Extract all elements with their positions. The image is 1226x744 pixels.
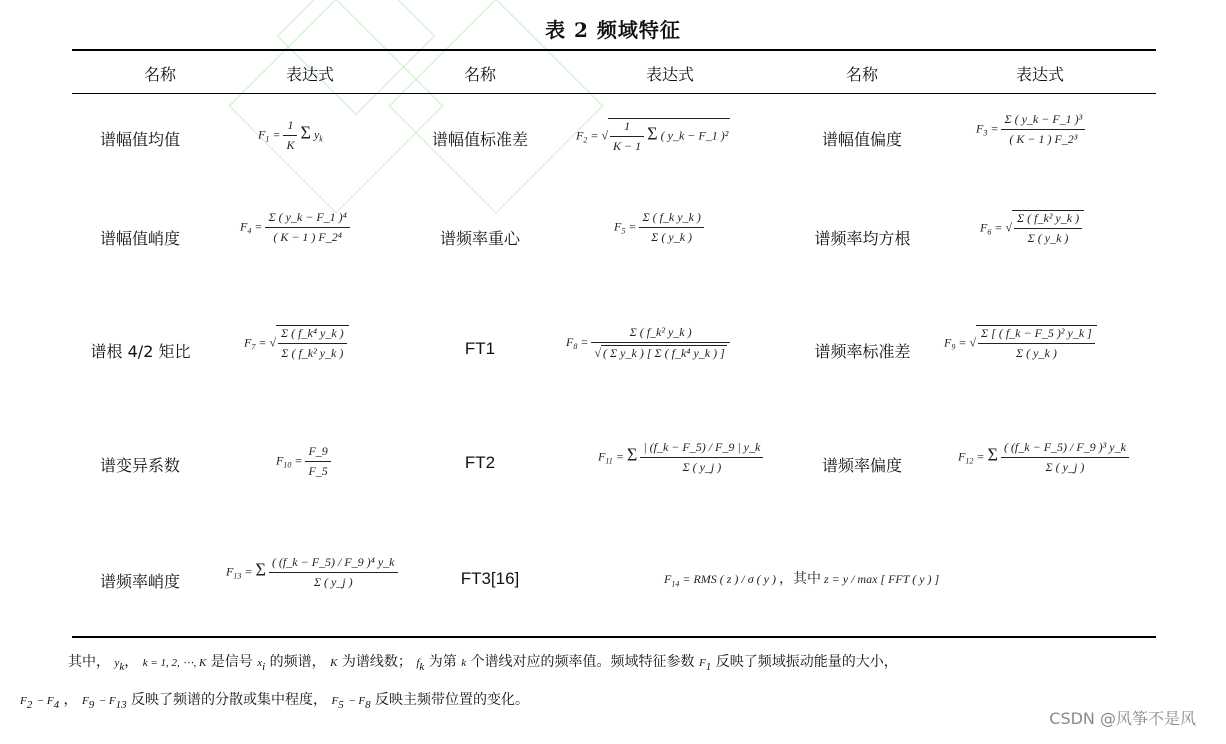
name-spectral-amplitude-skewness: 谱幅值偏度	[821, 130, 902, 149]
name-spectral-frequency-centroid: 谱频率重心	[439, 229, 520, 248]
name-spectral-frequency-std: 谱频率标准差	[814, 342, 911, 361]
name-ft3: FT3[16]	[460, 569, 520, 588]
note-line-2: $F_2 - F_4$ ， $F_9 - F_{13}$ 反映了频谱的分散或集中程度， $F_5 - F_8$ 反映主频带位置的变化。	[20, 692, 530, 711]
name-ft1: FT1	[464, 339, 496, 358]
header-name-1: 名称	[143, 65, 176, 84]
header-name-3: 名称	[845, 65, 878, 84]
csdn-watermark: CSDN @风筝不是风	[1049, 709, 1196, 728]
formula-f1: $F_1$ = $\frac{1}{K}$ Σ $y_k$	[258, 118, 323, 152]
formula-f5: $F_5$ = $\frac{\text{Σ ( f\_k y\_k )}}{\Sigma ( y\_k )}$	[614, 210, 704, 245]
table-title: 表 2 频域特征	[545, 18, 681, 42]
formula-f6: $F_6$ = √ $\frac{\text{Σ ( f\_k² y\_k )}}{\Sigma ( y\_k )}$	[980, 210, 1084, 246]
formula-f12: $F_{12} = \Sigma$ $\frac{\text{( (f\_k − F\_5) / F\_9 )³ y\_k}}{\Sigma ( y\_j )}$	[958, 440, 1129, 475]
formula-f3: $F_3$ = $\frac{\text{Σ ( y\_k − F\_1 )³}}{\text{( K − 1 ) F\_2³}}$	[976, 112, 1085, 147]
formula-f2: $F_2$ = √ $\frac{1}{K - 1}$ Σ ( y_k − F_1 )²	[576, 119, 729, 153]
bottom-rule	[72, 636, 1156, 638]
name-spectral-amplitude-std: 谱幅值标准差	[431, 130, 528, 149]
formula-f8: $F_8$ = $\frac{\text{Σ ( f\_k² y\_k )}}{\text{√ ( Σ y\_k ) [ Σ ( f\_k⁴ y\_k ) ]}}$	[566, 325, 730, 361]
formula-f13: $F_{13} = \Sigma$ $\frac{\text{( (f\_k − F\_5) / F\_9 )⁴ y\_k}}{\Sigma ( y\_j )}$	[226, 555, 398, 590]
header-name-2: 名称	[463, 65, 496, 84]
top-rule	[72, 49, 1156, 51]
name-spectral-frequency-skewness: 谱频率偏度	[821, 456, 902, 475]
formula-f4: $F_4$ = $\frac{\text{Σ ( y\_k − F\_1 )⁴}}{\text{( K − 1 ) F\_2⁴}}$	[240, 210, 350, 245]
header-expr-2: 表达式	[645, 65, 694, 84]
header-expr-1: 表达式	[285, 65, 334, 84]
name-spectral-frequency-kurtosis: 谱频率峭度	[99, 572, 180, 591]
formula-f11: $F_{11} = \Sigma$ $\frac{| (f\_k - F\_5) / F\_9 | y\_k}{\Sigma ( y\_j )}$	[598, 440, 763, 475]
header-expr-3: 表达式	[1015, 65, 1064, 84]
formula-f9: $F_9$ = √ $\frac{\text{Σ [ ( f\_k − F\_5 )² y\_k ]}}{\Sigma ( y\_k )}$	[944, 325, 1097, 361]
note-line-1: 其中， $y_k$， k = 1, 2, ⋯, K 是信号 $x_i$ 的频谱， K 为谱线数； $f_k$ 为第 k 个谱线对应的频率值。频域特征参数 $F_1$ 反映了频域振动能量的大小，	[68, 654, 898, 673]
formula-f14: $F_{14}$ = RMS ( z ) / σ ( y ) ，其中 z = y / max [ FFT ( y ) ]	[664, 571, 940, 589]
formula-f7: $F_7$ = √ $\frac{\text{Σ ( f\_k⁴ y\_k )}}{\text{Σ ( f\_k² y\_k )}}$	[244, 325, 349, 361]
name-spectral-frequency-rms: 谱频率均方根	[814, 229, 911, 248]
name-spectral-variation-coefficient: 谱变异系数	[99, 456, 180, 475]
header-rule	[72, 93, 1156, 94]
formula-f10: $F_{10}$ = $\frac{F\_9}{F\_5}$	[276, 444, 331, 479]
name-spectral-root-moment-ratio: 谱根 4/2 矩比	[90, 342, 191, 361]
name-spectral-amplitude-mean: 谱幅值均值	[99, 130, 180, 149]
name-ft2: FT2	[464, 453, 496, 472]
name-spectral-amplitude-kurtosis: 谱幅值峭度	[99, 229, 180, 248]
